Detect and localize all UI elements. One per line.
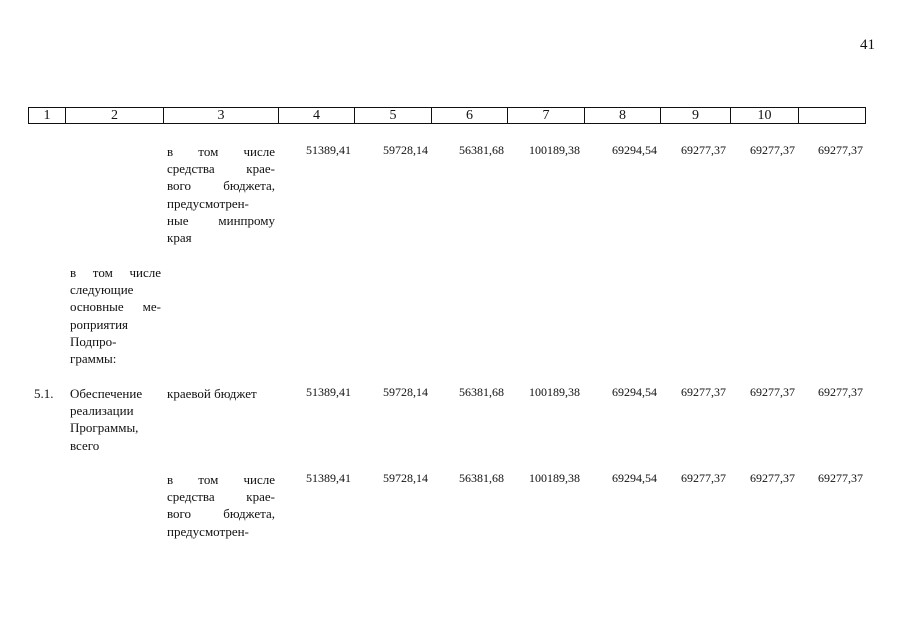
code-cell: 5.1. (34, 386, 54, 401)
text-line: роприятия (70, 316, 129, 332)
value-cell-10: 69277,37 (750, 143, 795, 157)
header-cell-3: 3 (164, 108, 279, 123)
source-cell (167, 471, 275, 540)
header-cell-9: 9 (661, 108, 731, 123)
value-cell-7: 100189,38 (529, 471, 580, 485)
value-cell-4: 51389,41 (306, 385, 351, 399)
text-line: Подпро- (70, 333, 117, 349)
text-line: средства крае- (167, 489, 275, 505)
value-cell-10: 69277,37 (750, 385, 795, 399)
value-cell-9: 69277,37 (681, 385, 726, 399)
header-cell-10: 10 (731, 108, 799, 123)
text-line: вого бюджета, (167, 178, 275, 194)
text-line: всего (70, 437, 100, 453)
value-cell-8: 69294,54 (612, 385, 657, 399)
value-cell-5: 59728,14 (383, 471, 428, 485)
value-cell-6: 56381,68 (459, 143, 504, 157)
value-cell-11: 69277,37 (818, 385, 863, 399)
text-line: ные минпрому (167, 212, 275, 228)
value-cell-5: 59728,14 (383, 143, 428, 157)
name-cell (70, 385, 162, 454)
header-cell-5: 5 (355, 108, 432, 123)
header-cell-7: 7 (508, 108, 585, 123)
value-cell-10: 69277,37 (750, 471, 795, 485)
text-line: предусмотрен- (167, 523, 249, 539)
value-cell-8: 69294,54 (612, 143, 657, 157)
text-line: края (167, 230, 192, 246)
header-cell-2: 2 (66, 108, 164, 123)
header-cell-6: 6 (432, 108, 508, 123)
name-cell (70, 264, 161, 367)
value-cell-9: 69277,37 (681, 143, 726, 157)
value-cell-9: 69277,37 (681, 471, 726, 485)
text-line: граммы: (70, 351, 117, 367)
value-cell-11: 69277,37 (818, 143, 863, 157)
text-line: в том числе (167, 472, 275, 487)
text-line: Программы, (70, 420, 139, 436)
text-line: Обеспечение (70, 386, 143, 401)
source-cell (167, 143, 275, 246)
text-line: средства крае- (167, 161, 275, 177)
value-cell-5: 59728,14 (383, 385, 428, 399)
value-cell-7: 100189,38 (529, 143, 580, 157)
value-cell-6: 56381,68 (459, 385, 504, 399)
header-cell-1: 1 (29, 108, 66, 123)
text-line: в том числе (167, 144, 275, 159)
table-header-row (28, 107, 866, 124)
value-cell-4: 51389,41 (306, 471, 351, 485)
value-cell-8: 69294,54 (612, 471, 657, 485)
text-line: в том числе (70, 265, 161, 280)
value-cell-11: 69277,37 (818, 471, 863, 485)
header-cell-8: 8 (585, 108, 661, 123)
text-line: следующие (70, 282, 134, 298)
text-line: предусмотрен- (167, 195, 249, 211)
value-cell-4: 51389,41 (306, 143, 351, 157)
text-line: краевой бюджет (167, 386, 257, 401)
header-cell-4: 4 (279, 108, 355, 123)
text-line: реализации (70, 403, 134, 419)
value-cell-7: 100189,38 (529, 385, 580, 399)
source-cell (167, 385, 279, 402)
header-cell-11 (799, 108, 865, 123)
page-number: 41 (860, 37, 875, 53)
text-line: основные ме- (70, 299, 161, 315)
text-line: вого бюджета, (167, 506, 275, 522)
value-cell-6: 56381,68 (459, 471, 504, 485)
